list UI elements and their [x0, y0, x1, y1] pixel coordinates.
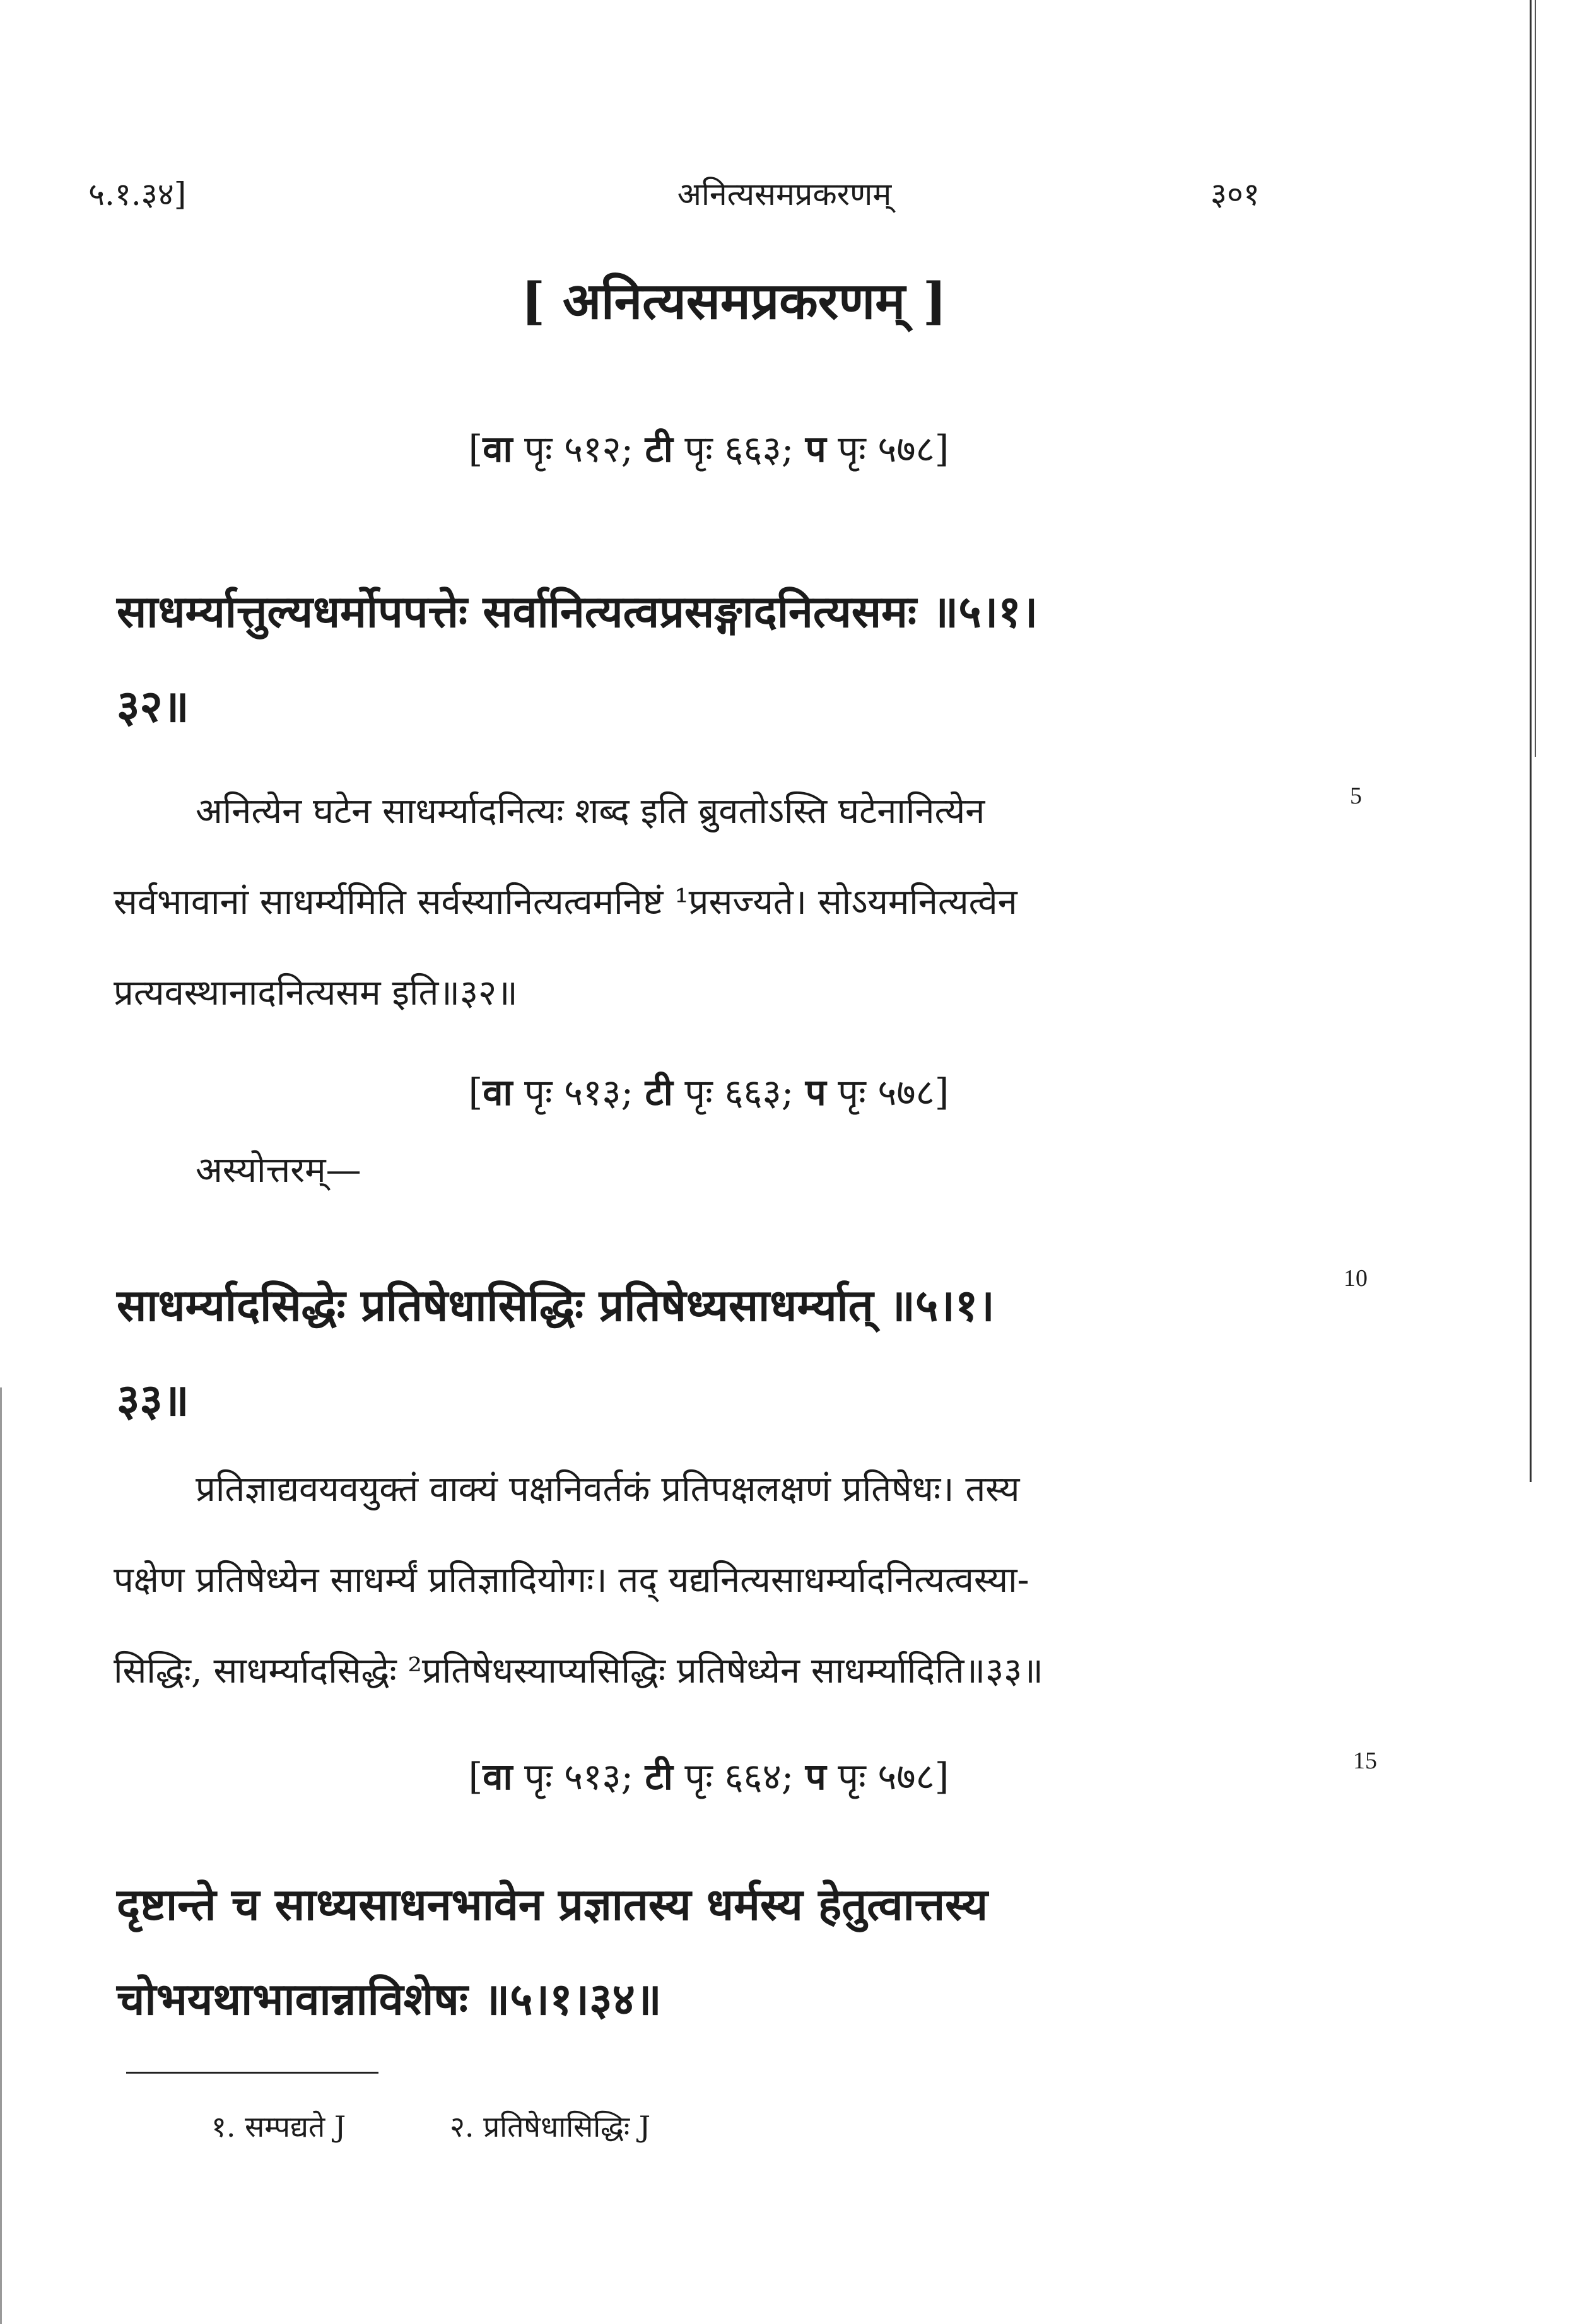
commentary-line: सर्वभावानां साधर्म्यमिति सर्वस्यानित्यत्वमनिष्टं ¹प्रसज्यते। सोऽयमनित्यत्वेन [114, 882, 1017, 923]
ref-page-ti: पृः ६६३; [684, 1071, 794, 1114]
ref-page-pa: पृः ५७८] [838, 1755, 949, 1798]
ref-bracket: [ [468, 428, 483, 470]
footnote-2: २. प्रतिषेधासिद्धिः J [449, 2110, 651, 2144]
binding-edge-line [1535, 0, 1536, 757]
footnote-rule [126, 2072, 378, 2074]
ref-source-pa: प [805, 1071, 826, 1114]
sutra-block [117, 1857, 1303, 2047]
page-edge-shadow [0, 1387, 2, 2324]
page-number: ३०१ [1210, 176, 1260, 213]
commentary-line: पक्षेण प्रतिषेध्येन साधर्म्यं प्रतिज्ञादियोगः। तद् यद्यनित्यसाधर्म्यादनित्यत्वस्या- [114, 1560, 1029, 1601]
commentary-line: प्रतिज्ञाद्यवयवयुक्तं वाक्यं पक्षनिवर्तकं प्रतिपक्षलक्षणं प्रतिषेधः। तस्य [196, 1469, 1020, 1510]
ref-source-va: वा [483, 1071, 513, 1114]
sutra-line: ३२॥ [117, 680, 189, 732]
ref-source-pa: प [805, 428, 826, 470]
ref-page-pa: पृः ५७८] [838, 428, 949, 470]
commentary-paragraph [114, 1444, 1299, 1717]
ref-source-ti: टी [645, 428, 673, 470]
ref-bracket: [ [468, 1071, 483, 1114]
commentary-line: प्रत्यवस्थानादनित्यसम इति॥३२॥ [114, 972, 518, 1013]
sutra-block [117, 564, 1303, 754]
line-number: 5 [1350, 783, 1362, 809]
commentary-line: सिद्धिः, साधर्म्यादसिद्धेः ²प्रतिषेधस्याप्यसिद्धिः प्रतिषेध्येन साधर्म्यादिति॥३३॥ [114, 1650, 1043, 1691]
intro-text: अस्योत्तरम्— [196, 1150, 361, 1191]
ref-page-pa: पृः ५७८] [838, 1071, 949, 1114]
sutra-line: चोभयथाभावान्नाविशेषः ॥५।१।३४॥ [117, 1973, 662, 2025]
sutra-block [117, 1258, 1303, 1447]
footnote-1: १. सम्पद्यते J [211, 2110, 346, 2144]
line-number: 10 [1344, 1265, 1368, 1292]
ref-page-ti: पृः ६६३; [684, 428, 794, 470]
ref-bracket: [ [468, 1755, 483, 1798]
ref-page-va: पृः ५१३; [524, 1071, 634, 1114]
ref-source-va: वा [483, 428, 513, 470]
reference-line [0, 423, 1506, 472]
ref-source-ti: टी [645, 1071, 673, 1114]
running-header-title: अनित्यसमप्रकरणम् [677, 176, 892, 213]
sutra-line: दृष्टान्ते च साध्यसाधनभावेन प्रज्ञातस्य धर्मस्य हेतुत्वात्तस्य [117, 1878, 988, 1930]
ref-source-pa: प [805, 1755, 826, 1798]
commentary-paragraph [114, 766, 1299, 1039]
line-number: 15 [1353, 1748, 1377, 1774]
ref-source-ti: टी [645, 1755, 673, 1798]
sutra-line: साधर्म्यादसिद्धेः प्रतिषेधासिद्धिः प्रतिषेध्यसाधर्म्यात् ॥५।१। [117, 1279, 995, 1331]
section-title: [ अनित्यसमप्रकरणम् ] [521, 271, 947, 330]
commentary-line: अनित्येन घटेन साधर्म्यादनित्यः शब्द इति ब्रुवतोऽस्ति घटेनानित्येन [196, 791, 985, 832]
reference-line [0, 1066, 1506, 1116]
reference-line [0, 1750, 1506, 1800]
sutra-line: साधर्म्यात्तुल्यधर्मोपपत्तेः सर्वानित्यत्वप्रसङ्गादनित्यसमः ॥५।१। [117, 585, 1038, 638]
ref-page-va: पृः ५१३; [524, 1755, 634, 1798]
ref-page-va: पृः ५१२; [524, 428, 634, 470]
footnotes [211, 2106, 745, 2146]
sutra-line: ३३॥ [117, 1374, 189, 1426]
running-header-section: ५.१.३४] [88, 176, 187, 213]
ref-page-ti: पृः ६६४; [684, 1755, 794, 1798]
binding-edge-line [1530, 0, 1532, 1482]
ref-source-va: वा [483, 1755, 513, 1798]
